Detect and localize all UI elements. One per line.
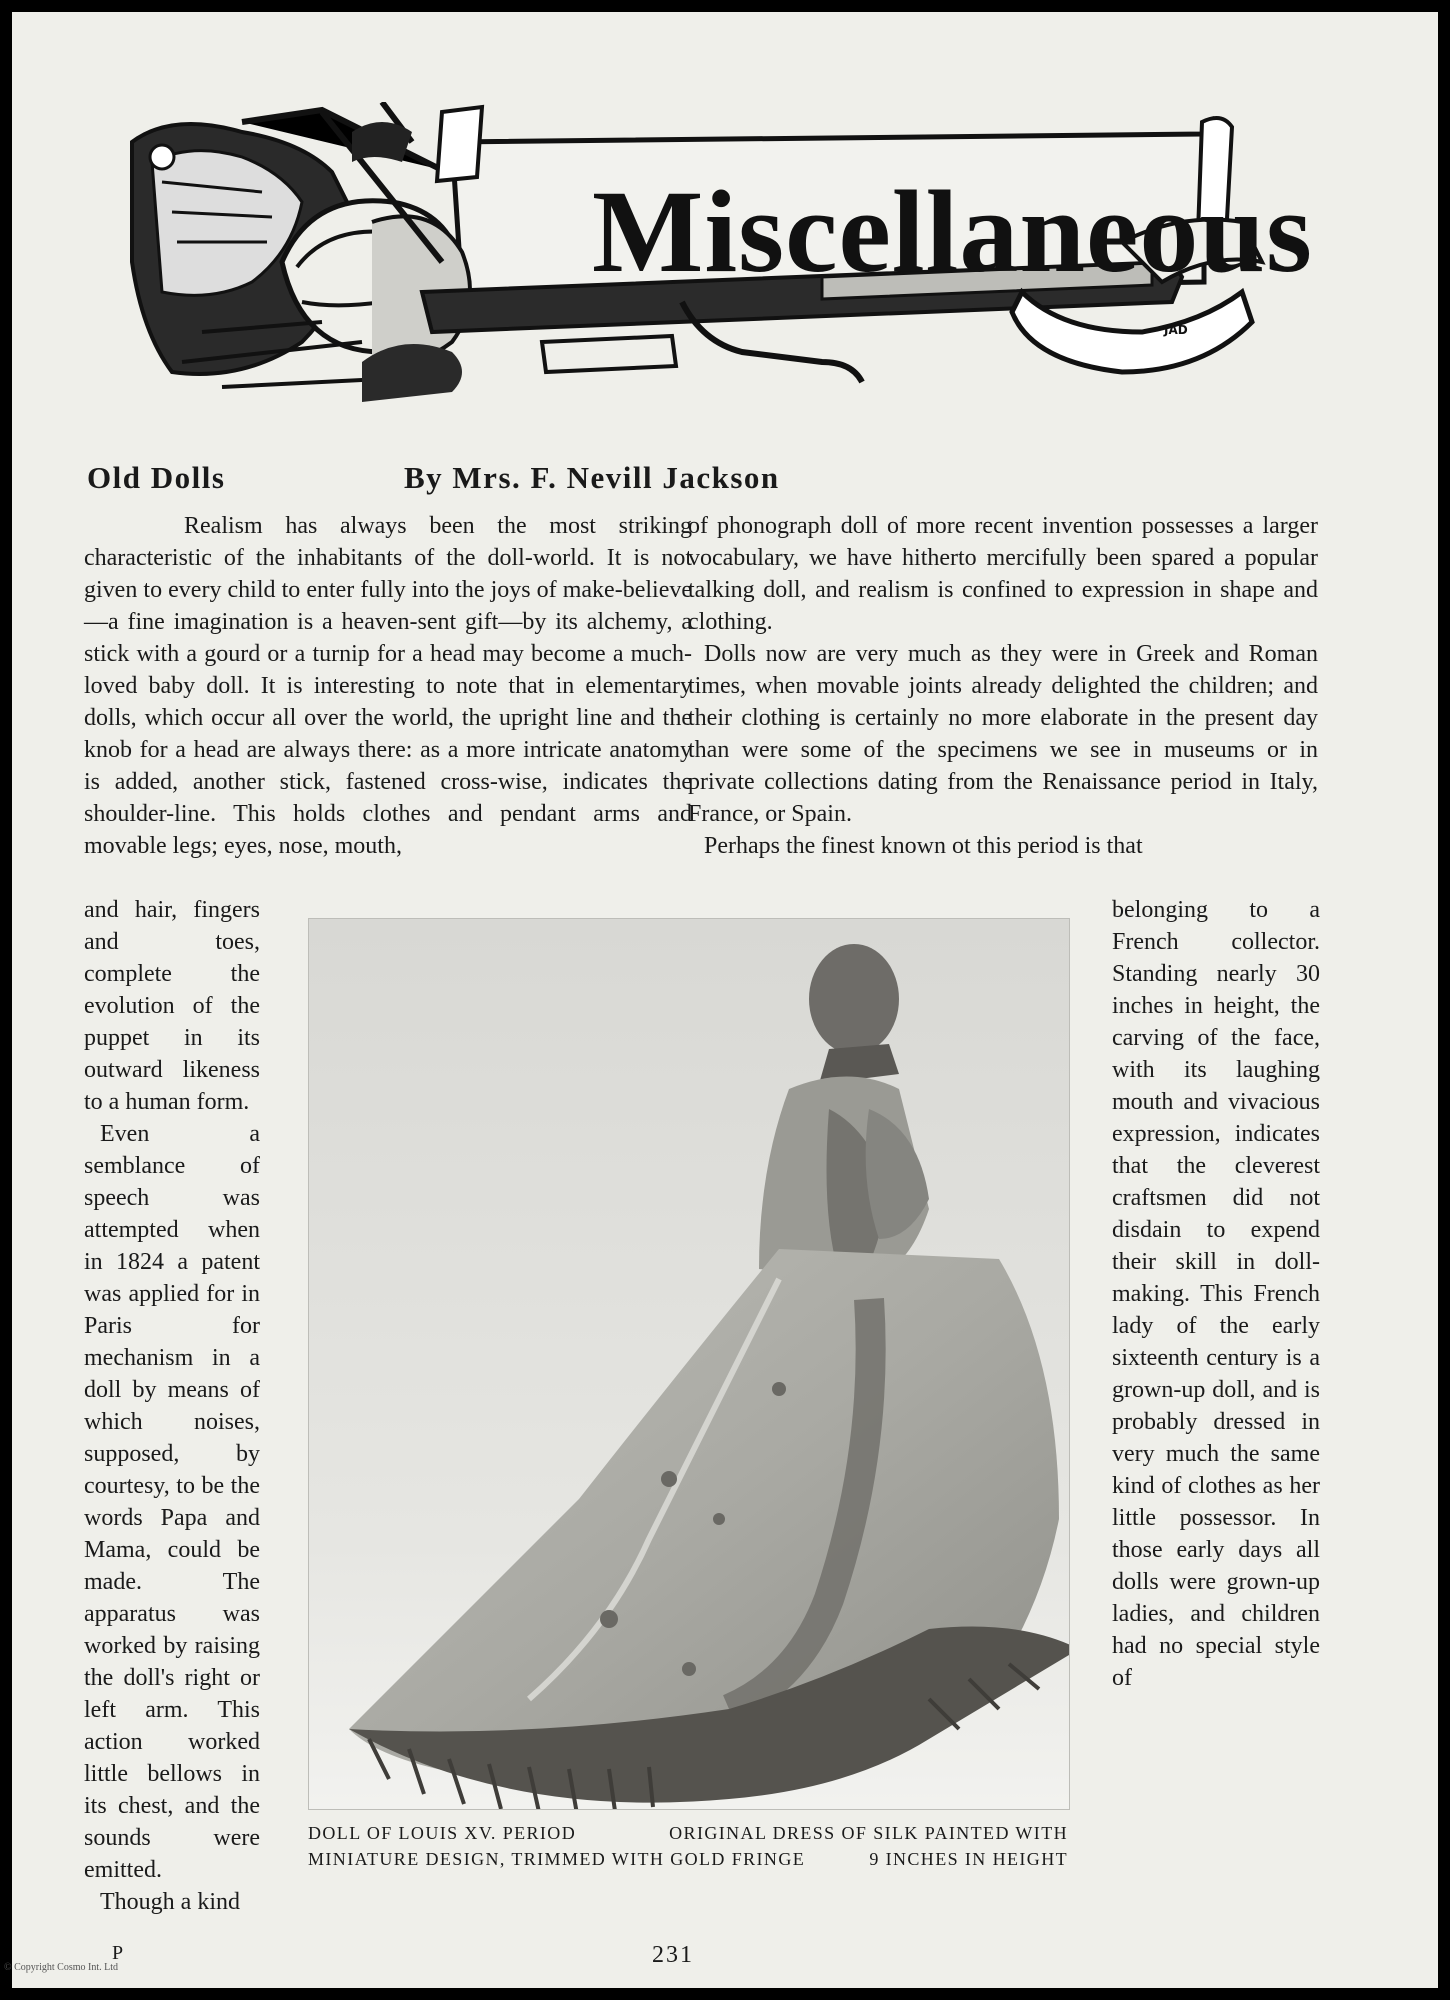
caption-period: DOLL OF LOUIS XV. PERIOD xyxy=(308,1823,577,1843)
article-author: By Mrs. F. Nevill Jackson xyxy=(404,460,780,495)
left-column-intro xyxy=(84,510,692,862)
caption-design: MINIATURE DESIGN, TRIMMED WITH GOLD FRINGE xyxy=(308,1849,806,1869)
caption-line-1 xyxy=(308,1820,1068,1846)
left-narrow-column xyxy=(84,894,260,1918)
magazine-page xyxy=(12,12,1438,1988)
paragraph-finest-known: Perhaps the finest known ot this period is that xyxy=(704,833,1143,859)
article-title: Old Dolls xyxy=(87,460,226,495)
section-banner xyxy=(122,102,1313,432)
paragraph-speech: Even a semblance of speech was attempted when in 1824 a patent was applied for in Paris for mechanism in a doll by means of which noises, supposed, by courtesy, to be the words Papa and Mama, could be made. The apparatus was worked by raising the doll's right or left arm. This action worked little bellows in its chest, and the sounds were emitted. xyxy=(84,1121,260,1883)
caption-line-2 xyxy=(308,1846,1068,1872)
figure-caption xyxy=(308,1820,1068,1872)
paragraph-greek-roman: Dolls now are very much as they were in Greek and Roman times, when movable joints already delighted the children; and their clothing is certainly no more elaborate in the present day than were some of the specimens we see in museums or in private collections dating from the Renaissance period in Italy, France, or Spain. xyxy=(688,641,1318,827)
signature-mark: P xyxy=(112,1942,124,1964)
paragraph-phonograph: of phonograph doll of more recent invention possesses a larger vocabulary, we have hitherto mercifully been spared a popular talking doll, and realism is confined to expression in shape and clothing. xyxy=(688,513,1318,635)
doll-photograph xyxy=(308,918,1070,1810)
caption-height: 9 INCHES IN HEIGHT xyxy=(869,1849,1068,1869)
copyright-notice: © Copyright Cosmo Int. Ltd xyxy=(4,1962,118,1973)
right-column-intro xyxy=(688,510,1318,862)
paragraph-hair-fingers: and hair, fingers and toes, complete the evolution of the puppet in its outward likeness to a human form. xyxy=(84,897,260,1115)
paragraph-realism: Realism has always been the most striking characteristic of the inhabitants of the doll-world. It is not given to every child to enter fully into the joys of make-believe—a fine imagination is a heaven-sent gift—by its alchemy, a stick with a gourd or a turnip for a head may become a much-loved baby doll. It is interesting to note that in elementary dolls, which occur all over the world, the upright line and the knob for a head are always there: as a more intricate anatomy is added, another stick, fastened cross-wise, indicates the shoulder-line. This holds clothes and pendant arms and movable legs; eyes, nose, mouth, xyxy=(84,513,692,859)
caption-dress: ORIGINAL DRESS OF SILK PAINTED WITH xyxy=(669,1823,1068,1843)
doll-image xyxy=(309,919,1069,1809)
right-narrow-column xyxy=(1112,894,1320,1694)
paragraph-french-collector: belonging to a French collector. Standing nearly 30 inches in height, the carving of the face, with its laughing mouth and vivacious expression, indicates that the cleverest craftsmen did not disdain to expend their skill in doll-making. This French lady of the early sixteenth century is a grown-up doll, and is probably dressed in very much the same kind of clothes as her little possessor. In those early days all dolls were grown-up ladies, and children had no special style of xyxy=(1112,897,1320,1691)
banner-title: Miscellaneous xyxy=(592,166,1313,297)
page-number: 231 xyxy=(652,1942,694,1968)
paragraph-though-kind: Though a kind xyxy=(100,1889,240,1915)
svg-text:JAD: JAD xyxy=(1164,323,1188,337)
